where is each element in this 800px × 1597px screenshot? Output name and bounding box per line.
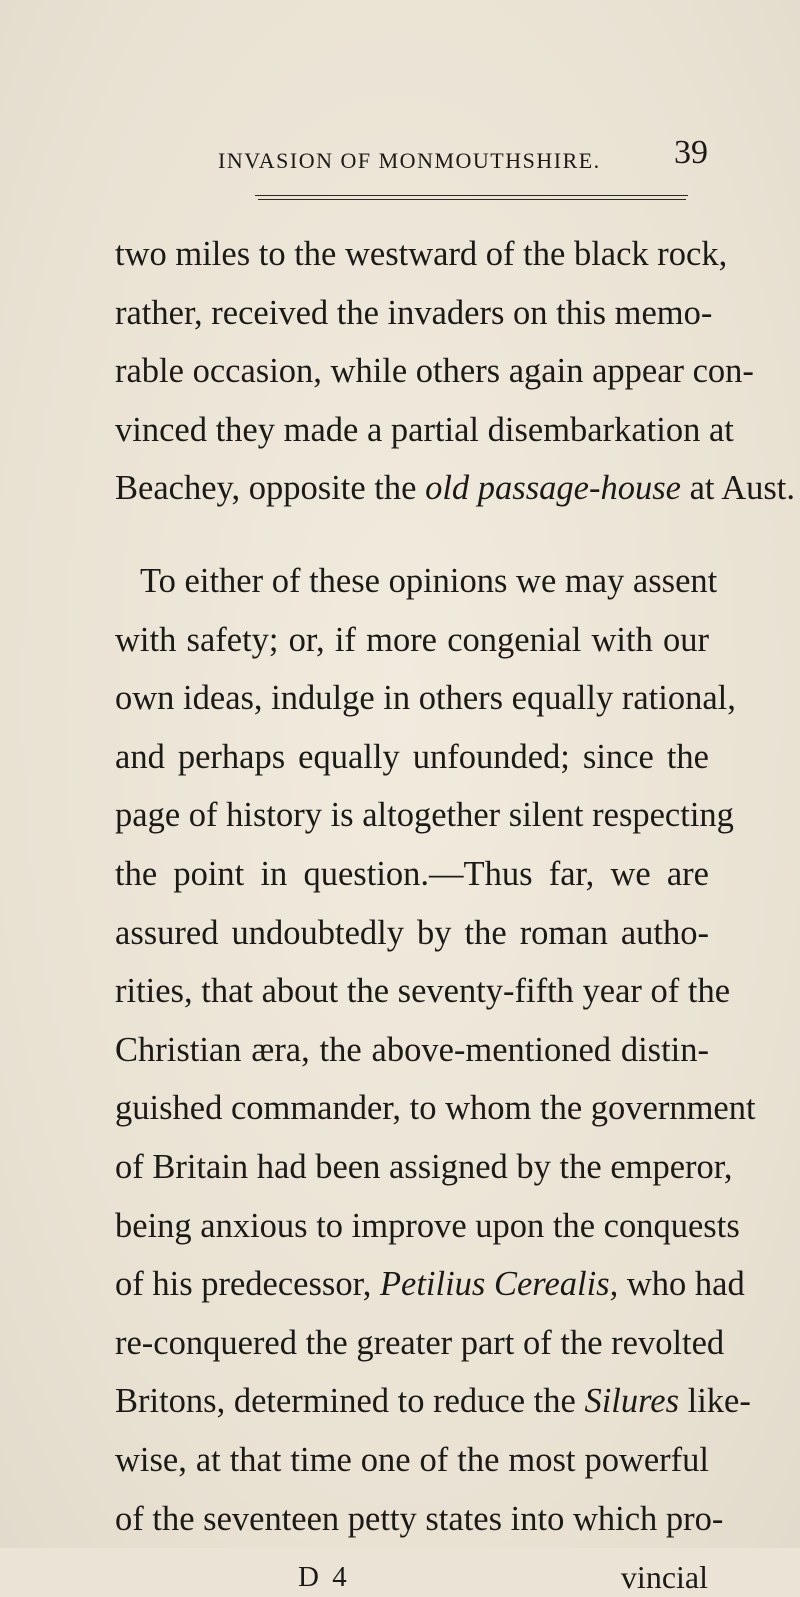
- text-line: guished commander, to whom the government: [115, 1089, 756, 1127]
- italic-phrase: old passage-house: [425, 469, 681, 507]
- text-line: being anxious to improve upon the conquests: [115, 1207, 740, 1245]
- italic-phrase: Petilius Cerealis,: [379, 1265, 619, 1303]
- text-line: wise, at that time one of the most powerful: [115, 1441, 709, 1479]
- text-segment: Britons, determined to reduce the: [115, 1382, 585, 1420]
- header-rule: [255, 195, 688, 196]
- text-line: of Britain had been assigned by the emperor,: [115, 1148, 733, 1186]
- text-segment: who had: [618, 1265, 745, 1303]
- text-line: of the seventeen petty states into which pro-: [115, 1500, 724, 1538]
- text-line: Christian æra, the above-mentioned distin-: [115, 1031, 709, 1069]
- text-line: the point in question.—Thus far, we are: [115, 855, 709, 893]
- text-line: [115, 1264, 745, 1304]
- text-line: [115, 1381, 751, 1421]
- text-line: own ideas, indulge in others equally rational,: [115, 679, 736, 717]
- text-line: rable occasion, while others again appear con-: [115, 352, 754, 390]
- text-line: page of history is altogether silent respecting: [115, 796, 734, 834]
- text-line: To either of these opinions we may assent: [140, 562, 718, 600]
- page-number: 39: [674, 134, 708, 171]
- running-title: invasion of monmouthshire.: [218, 140, 601, 175]
- text-line: vinced they made a partial disembarkation at: [115, 411, 734, 449]
- text-line: two miles to the westward of the black rock,: [115, 235, 728, 273]
- text-line: and perhaps equally unfounded; since the: [115, 738, 709, 776]
- text-line: rities, that about the seventy-fifth year of the: [115, 972, 731, 1010]
- text-segment: at Aust.: [680, 469, 795, 507]
- signature-mark: D 4: [298, 1561, 350, 1593]
- text-line: re-conquered the greater part of the revolted: [115, 1324, 725, 1362]
- text-segment: Beachey, opposite the: [115, 469, 426, 507]
- text-segment: of his predecessor,: [115, 1265, 380, 1303]
- text-line: with safety; or, if more congenial with our: [115, 621, 709, 659]
- text-line: assured undoubtedly by the roman autho-: [115, 914, 709, 952]
- header-rule-double: [258, 199, 686, 200]
- catchword: vincial: [620, 1559, 708, 1595]
- running-head: [218, 134, 708, 190]
- text-line: [115, 468, 795, 508]
- italic-phrase: Silures: [584, 1382, 680, 1420]
- text-segment: like-: [679, 1382, 751, 1420]
- text-line: rather, received the invaders on this memo-: [115, 294, 713, 332]
